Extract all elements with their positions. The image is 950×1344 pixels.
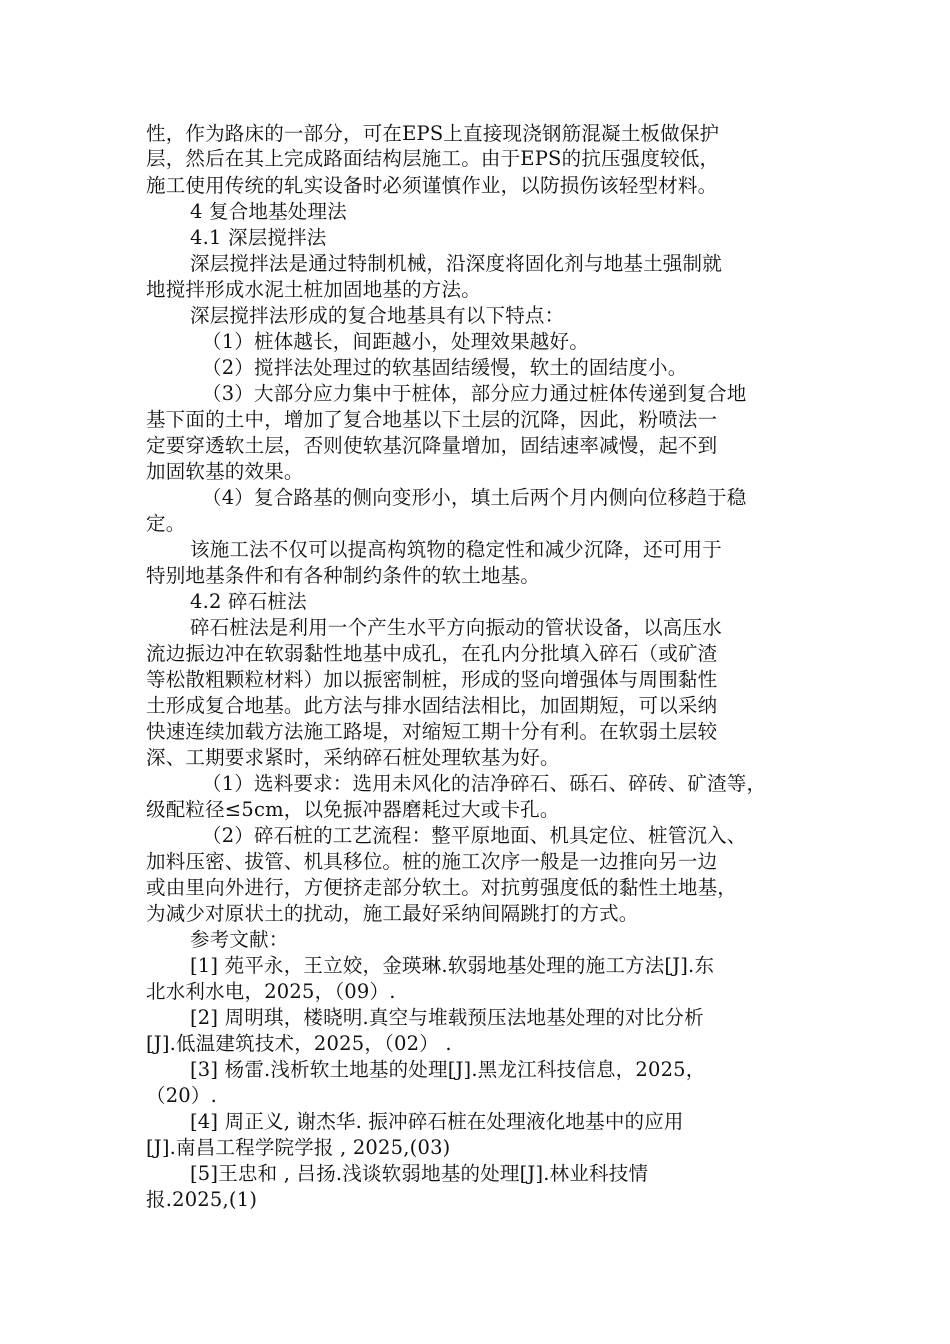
paragraph-line: 流边振边冲在软弱黏性地基中成孔，在孔内分批填入碎石（或矿渣 [146, 642, 718, 665]
paragraph-line: 为减少对原状土的扰动，施工最好采纳间隔跳打的方式。 [146, 902, 639, 925]
list-item-line: （4）复合路基的侧向变形小，填土后两个月内侧向位移趋于稳 [202, 486, 747, 509]
paragraph-line: 基下面的土中，增加了复合地基以下土层的沉降，因此，粉喷法一 [146, 408, 718, 431]
reference-item: 报.2025,(1) [146, 1188, 258, 1211]
paragraph-line: 深、工期要求紧时，采纳碎石桩处理软基为好。 [146, 746, 560, 769]
list-item-line: （2）碎石桩的工艺流程：整平原地面、机具定位、桩管沉入、 [202, 824, 747, 847]
paragraph-line: 级配粒径≤5cm，以免振冲器磨耗过大或卡孔。 [146, 798, 560, 821]
reference-item: [J].南昌工程学院学报 , 2025,(03) [146, 1136, 451, 1159]
reference-item: （20）. [146, 1084, 218, 1107]
references-heading: 参考文献： [190, 928, 289, 951]
list-item-line: （3）大部分应力集中于桩体，部分应力通过桩体传递到复合地 [202, 382, 747, 405]
paragraph-line: 层，然后在其上完成路面结构层施工。由于EPS的抗压强度较低， [146, 147, 720, 170]
paragraph-line: 深层搅拌法形成的复合地基具有以下特点： [190, 304, 565, 327]
paragraph-line: 或由里向外进行，方便挤走部分软土。对抗剪强度低的黏性土地基， [146, 876, 738, 899]
reference-item: [4] 周正义, 谢杰华. 振冲碎石桩在处理液化地基中的应用 [190, 1110, 684, 1133]
paragraph-line: 加固软基的效果。 [146, 460, 304, 483]
list-item-line: （1）桩体越长，间距越小，处理效果越好。 [202, 330, 589, 353]
paragraph-line: 地搅拌形成水泥土桩加固地基的方法。 [146, 278, 481, 301]
reference-item: [5]王忠和 , 吕扬.浅谈软弱地基的处理[J].林业科技情 [190, 1162, 649, 1185]
list-item-line: （2）搅拌法处理过的软基固结缓慢，软土的固结度小。 [202, 356, 688, 379]
reference-item: [J].低温建筑技术，2025，（02） . [146, 1032, 452, 1055]
reference-item: [3] 杨雷.浅析软土地基的处理[J].黑龙江科技信息，2025， [190, 1058, 706, 1081]
list-item-line: （1）选料要求：选用未风化的洁净碎石、砾石、碎砖、矿渣等， [202, 772, 767, 795]
subsection-heading: 4.1 深层搅拌法 [190, 226, 327, 249]
reference-item: [2] 周明琪，楼晓明.真空与堆载预压法地基处理的对比分析 [190, 1006, 704, 1029]
paragraph-line: 土形成复合地基。此方法与排水固结法相比，加固期短，可以采纳 [146, 694, 718, 717]
paragraph-line: 等松散粗颗粒材料）加以振密制桩，形成的竖向增强体与周围黏性 [146, 668, 718, 691]
paragraph-line: 加料压密、拔管、机具移位。桩的施工次序一般是一边推向另一边 [146, 850, 718, 873]
paragraph-line: 碎石桩法是利用一个产生水平方向振动的管状设备，以高压水 [190, 616, 722, 639]
reference-item: [1] 苑平永，王立姣，金瑛琳.软弱地基处理的施工方法[J].东 [190, 954, 715, 977]
section-heading: 4 复合地基处理法 [190, 200, 347, 223]
paragraph-line: 特别地基条件和有各种制约条件的软土地基。 [146, 564, 541, 587]
paragraph-line: 性，作为路床的一部分，可在EPS上直接现浇钢筋混凝土板做保护 [146, 122, 720, 145]
subsection-heading: 4.2 碎石桩法 [190, 590, 307, 613]
paragraph-line: 定要穿透软土层，否则使软基沉降量增加，固结速率减慢，起不到 [146, 434, 718, 457]
paragraph-line: 深层搅拌法是通过特制机械，沿深度将固化剂与地基土强制就 [190, 252, 722, 275]
paragraph-line: 定。 [146, 512, 186, 535]
paragraph-line: 该施工法不仅可以提高构筑物的稳定性和减少沉降，还可用于 [190, 538, 722, 561]
paragraph-line: 快速连续加载方法施工路堤，对缩短工期十分有利。在软弱土层较 [146, 720, 718, 743]
reference-item: 北水利水电，2025，（09）. [146, 980, 396, 1003]
paragraph-line: 施工使用传统的轧实设备时必须谨慎作业，以防损伤该轻型材料。 [146, 174, 718, 197]
